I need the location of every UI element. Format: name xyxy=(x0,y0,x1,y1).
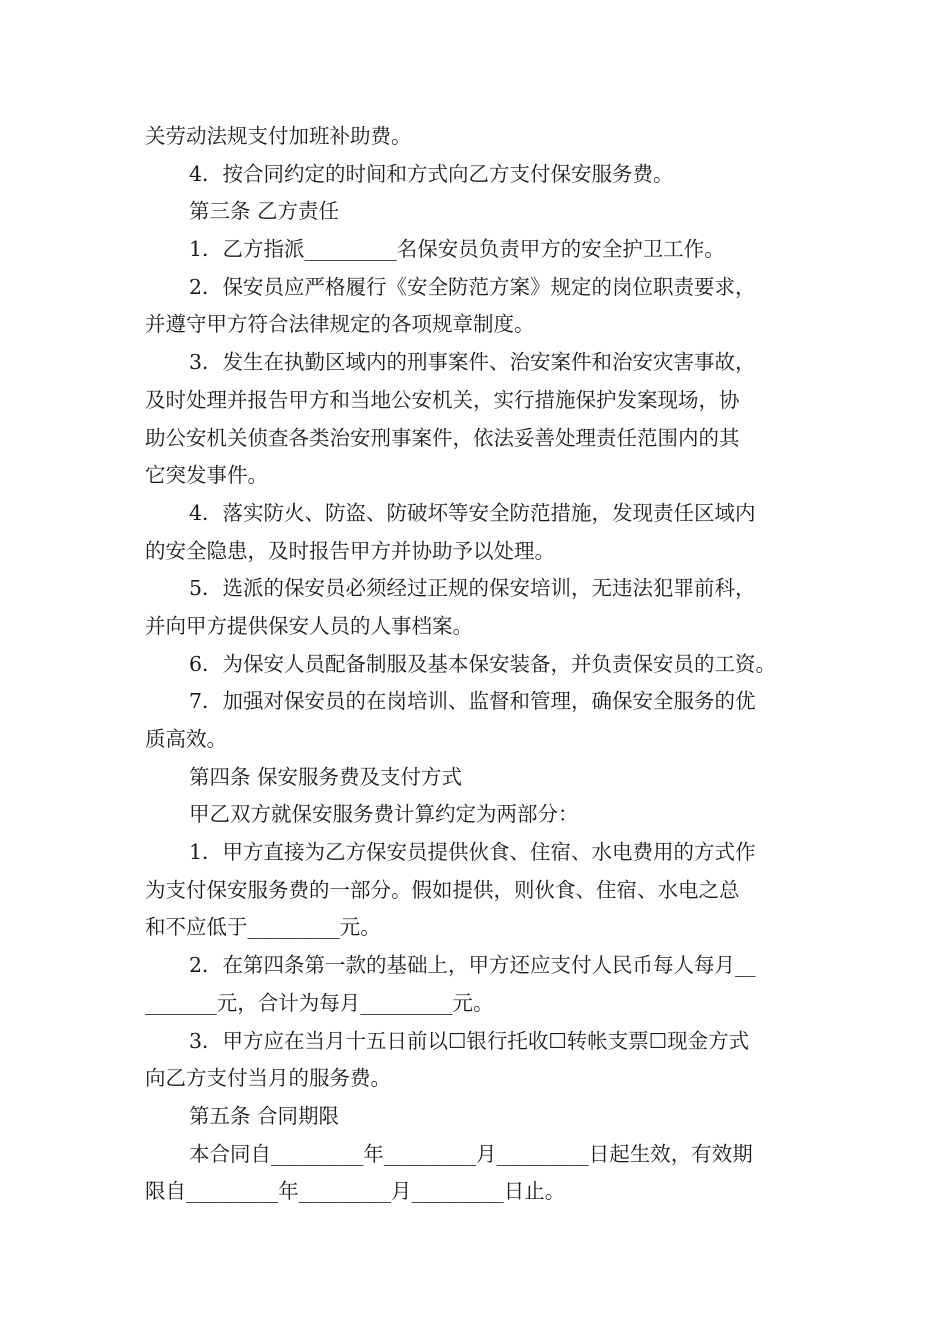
text-line: 和不应低于_________元。 xyxy=(145,915,381,940)
text-line: 4．落实防火、防盗、防破坏等安全防范措施，发现责任区域内 xyxy=(189,500,756,525)
text-line: 4．按合同约定的时间和方式向乙方支付保安服务费。 xyxy=(189,161,674,186)
contract-body-text xyxy=(145,118,813,1211)
text-line: 关劳动法规支付加班补助费。 xyxy=(145,124,412,148)
text-line: _______元，合计为每月_________元。 xyxy=(145,990,494,1015)
text-line: 6．为保安人员配备制服及基本保安装备，并负责保安员的工资。 xyxy=(189,651,777,676)
text-line: 7．加强对保安员的在岗培训、监督和管理，确保安全服务的优 xyxy=(189,689,756,714)
text-line: 甲乙双方就保安服务费计算约定为两部分： xyxy=(189,802,579,827)
text-line: 的安全隐患，及时报告甲方并协助予以处理。 xyxy=(145,538,555,563)
text-line: 第五条 合同期限 xyxy=(189,1103,340,1128)
text-line: 3．甲方应在当月十五日前以☐银行托收☐转帐支票☐现金方式 xyxy=(189,1028,750,1053)
text-line: 本合同自_________年_________月_________日起生效，有效期 xyxy=(189,1141,753,1166)
text-line: 第三条 乙方责任 xyxy=(189,199,340,224)
text-line: 1．甲方直接为乙方保安员提供伙食、住宿、水电费用的方式作 xyxy=(189,840,756,865)
text-line: 3．发生在执勤区域内的刑事案件、治安案件和治安灾害事故， xyxy=(189,350,756,375)
text-line: 5．选派的保安员必须经过正规的保安培训，无违法犯罪前科， xyxy=(189,576,756,601)
text-line: 1．乙方指派_________名保安员负责甲方的安全护卫工作。 xyxy=(189,237,725,262)
text-line: 为支付保安服务费的一部分。假如提供，则伙食、住宿、水电之总 xyxy=(145,877,740,902)
text-line: 它突发事件。 xyxy=(145,463,268,488)
text-line: 并遵守甲方符合法律规定的各项规章制度。 xyxy=(145,312,535,337)
text-line: 质高效。 xyxy=(145,727,227,751)
text-line: 及时处理并报告甲方和当地公安机关，实行措施保护发案现场，协 xyxy=(145,387,740,412)
text-line: 向乙方支付当月的服务费。 xyxy=(145,1066,391,1091)
text-line: 并向甲方提供保安人员的人事档案。 xyxy=(145,613,473,638)
text-line: 2．在第四条第一款的基础上，甲方还应支付人民币每人每月__ xyxy=(189,953,756,978)
text-line: 2．保安员应严格履行《安全防范方案》规定的岗位职责要求， xyxy=(189,274,756,299)
text-line: 限自_________年_________月_________日止。 xyxy=(145,1179,566,1204)
text-line: 助公安机关侦查各类治安刑事案件，依法妥善处理责任范围内的其 xyxy=(145,425,740,450)
text-line: 第四条 保安服务费及支付方式 xyxy=(189,764,463,789)
